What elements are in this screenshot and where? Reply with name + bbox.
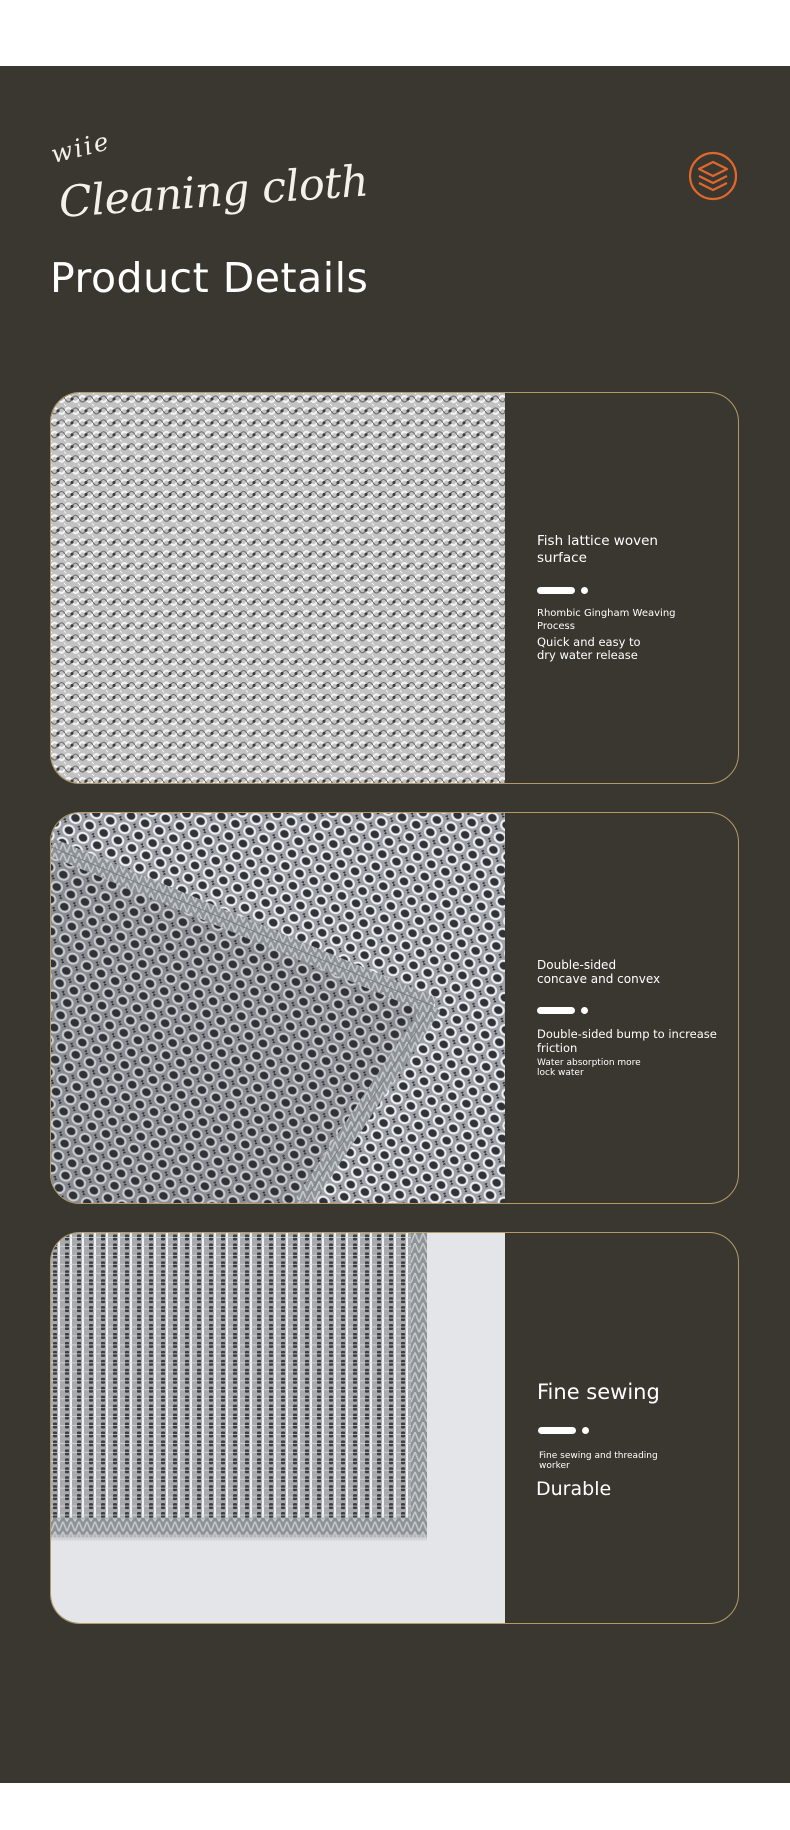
feature-detail-a1: Double-sided bump to increase <box>537 1027 717 1041</box>
brand-main-text: Cleaning cloth <box>57 156 370 228</box>
fish-lattice-mesh-image <box>51 393 505 783</box>
divider-dots <box>537 1007 589 1015</box>
feature-detail-b1: Water absorption more <box>537 1058 641 1068</box>
feature-detail-a1: Fine sewing and threading <box>539 1451 658 1461</box>
stacked-layers-icon <box>688 151 738 201</box>
feature-title-line1: Fish lattice woven <box>537 533 658 549</box>
page-title: Product Details <box>50 254 369 302</box>
double-sided-mesh-corner-image <box>51 813 505 1203</box>
feature-detail-a1: Rhombic Gingham Weaving <box>537 608 676 619</box>
feature-detail-b1: Durable <box>536 1478 612 1500</box>
feature-detail-b2: dry water release <box>537 648 638 662</box>
feature-detail-b2: lock water <box>537 1068 584 1078</box>
divider-dots <box>538 1427 590 1435</box>
feature-title-line1: Fine sewing <box>537 1380 660 1404</box>
feature-detail-a2: worker <box>539 1461 570 1471</box>
feature-detail-a2: Process <box>537 621 575 632</box>
brand-small-text: wiie <box>47 126 114 169</box>
sewn-edge-mesh-image <box>51 1233 505 1623</box>
feature-detail-b1: Quick and easy to <box>537 635 641 649</box>
divider-dots <box>537 587 589 595</box>
feature-title-line2: surface <box>537 550 587 566</box>
feature-card-fine-sewing <box>50 1232 739 1624</box>
feature-title-line2: concave and convex <box>537 972 661 986</box>
feature-card-double-sided <box>50 812 739 1204</box>
feature-card-fish-lattice <box>50 392 739 784</box>
feature-detail-a2: friction <box>537 1041 578 1055</box>
feature-title-line1: Double-sided <box>537 958 617 972</box>
